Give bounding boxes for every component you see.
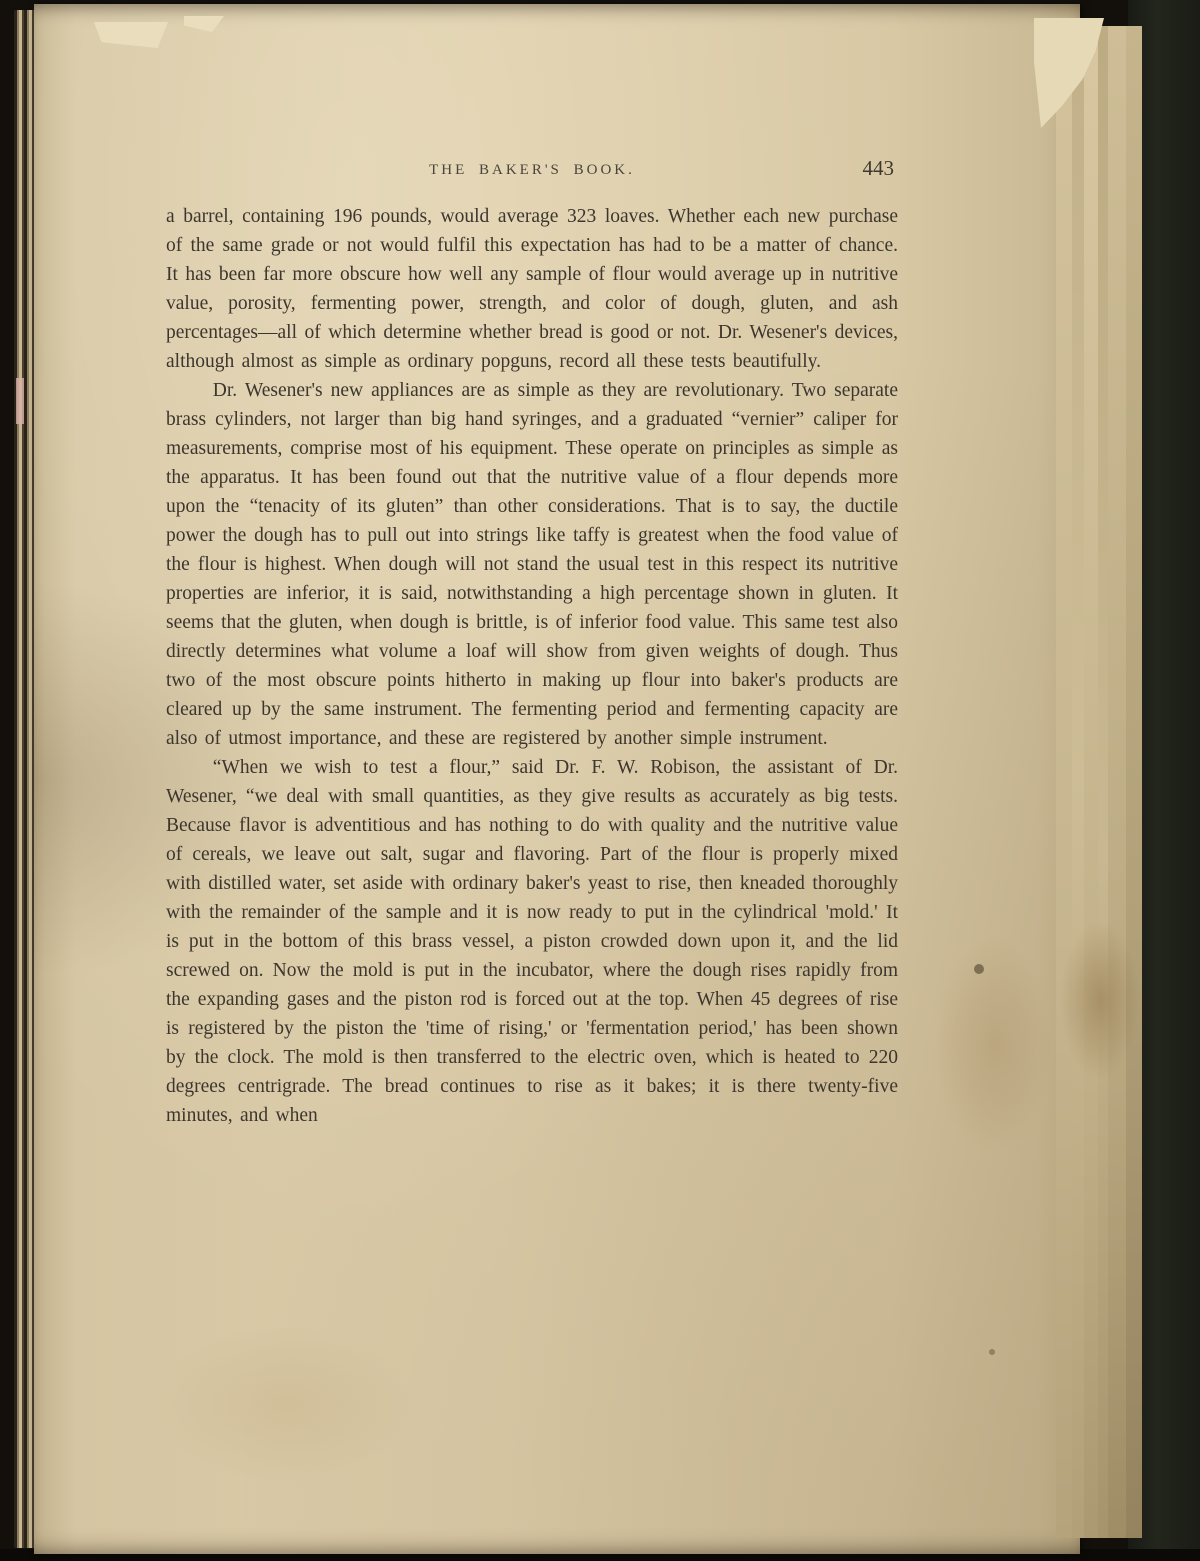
- book-page: [34, 4, 1080, 1554]
- paragraph: “When we wish to test a flour,” said Dr. F. W. Robison, the assistant of Dr. Wesener, “we deal with small quantities, as they give results as accurately as big tests. Because flavor is adventitious and has nothing to do with quality and the nutritive value of cereals, we leave out salt, sugar and flavoring. Part of the flour is properly mixed with distilled water, set aside with ordinary baker's yeast to rise, then kneaded thoroughly with the remainder of the sample and it is now ready to put in the cylindrical 'mold.' It is put in the bottom of this brass vessel, a piston crowded down upon it, and the lid screwed on. Now the mold is put in the incubator, where the dough rises rapidly from the expanding gases and the piston rod is forced out at the top. When 45 degrees of rise is registered by the piston the 'time of rising,' or 'fermentation period,' has been shown by the clock. The mold is then transferred to the electric oven, which is heated to 220 degrees centrigrade. The bread continues to rise as it bakes; it is there twenty-five minutes, and when: [166, 757, 898, 1126]
- edge-wear-stain: [1060, 920, 1140, 1080]
- fore-edge-page-stack: [1056, 26, 1142, 1538]
- page-edge-strip: [1098, 26, 1108, 1538]
- paragraph: a barrel, containing 196 pounds, would average 323 loaves. Whether each new purchase of the same grade or not would fulfil this expectation has had to be a matter of chance. It has been far more obscure how well any sample of flour would average up in nutritive value, porosity, fermenting power, strength, and color of dough, gluten, and ash percentages—all of which determine whether bread is good or not. Dr. Wesener's devices, although almost as simple as ordinary popguns, record all these tests beautifully.: [166, 206, 898, 372]
- page-edge-strip: [1072, 26, 1084, 1538]
- paper-chip: [94, 22, 168, 48]
- body-text: [166, 202, 898, 1130]
- running-title: THE BAKER'S BOOK.: [429, 162, 635, 178]
- page-number: 443: [862, 156, 894, 180]
- page-stain: [154, 1324, 414, 1484]
- page-edge-strip: [1126, 26, 1142, 1538]
- page-edge-strip: [1108, 26, 1126, 1538]
- page-edge-strip: [1056, 26, 1072, 1538]
- paper-chip: [184, 16, 224, 32]
- page-speck: [989, 1349, 995, 1355]
- page-stain: [934, 934, 1054, 1154]
- paragraph: Dr. Wesener's new appliances are as simple as they are revolutionary. Two separate brass cylinders, not larger than big hand syringes, and a graduated “vernier” caliper for measurements, comprise most of his equipment. These operate on principles as simple as the apparatus. It has been found out that the nutritive value of a flour depends more upon the “tenacity of its gluten” than other considerations. That is to say, the ductile power the dough has to pull out into strings like taffy is greatest when the food value of the flour is highest. When dough will not stand the usual test in this respect its nutritive properties are inferior, it is said, notwithstanding a high percentage shown in gluten. It seems that the gluten, when dough is brittle, is of inferior food value. This same test also directly determines what volume a loaf will show from given weights of dough. Thus two of the most obscure points hitherto in making up flour into baker's products are cleared up by the same instrument. The fermenting period and fermenting capacity are also of utmost importance, and these are registered by another simple instrument.: [166, 380, 898, 749]
- gutter-page-edges: [14, 10, 36, 1548]
- gutter-bookmark-sliver: [16, 378, 24, 424]
- page-speck: [974, 964, 984, 974]
- page-header: [166, 156, 898, 186]
- page-edge-strip: [1084, 26, 1098, 1538]
